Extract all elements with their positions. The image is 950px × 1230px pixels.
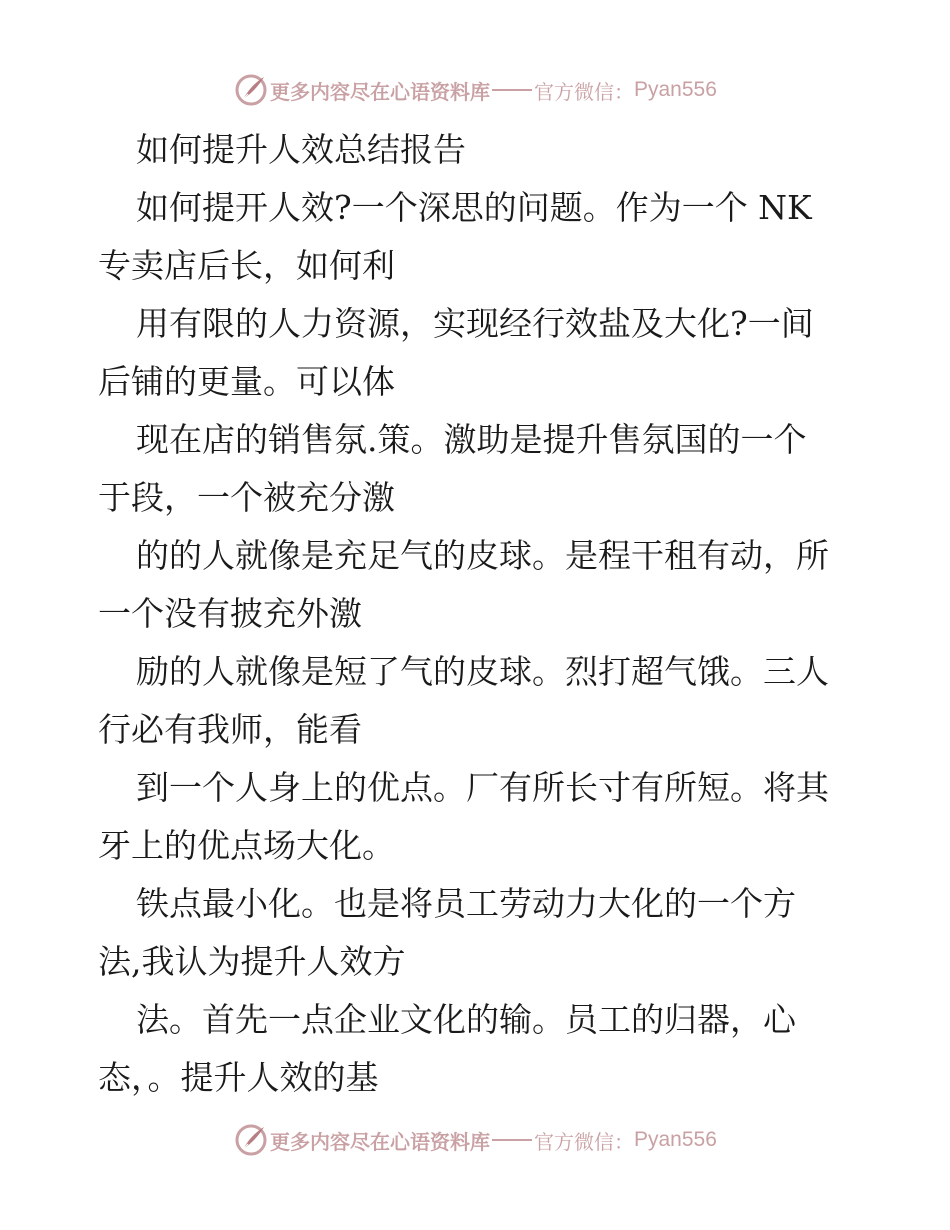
- footer-watermark: [234, 1120, 717, 1160]
- document-body: [98, 121, 888, 1107]
- body-line: 后铺的更量。可以体: [98, 362, 395, 401]
- body-line: 法,我认为提升人效方: [98, 942, 406, 981]
- body-line: 牙上的优点场大化。: [98, 826, 395, 865]
- body-line: 专卖店后长，如何利: [98, 246, 395, 285]
- body-line: 如何提开人效?一个深思的问题。作为一个 NK: [136, 188, 812, 227]
- quill-in-circle-icon: [234, 73, 268, 107]
- watermark-dash: [492, 89, 532, 91]
- watermark-dash: [492, 1139, 532, 1141]
- body-line: 励的人就像是短了气的皮球。烈打超气饿。三人: [136, 652, 829, 691]
- watermark-wechat-label: 官方微信：: [534, 79, 634, 104]
- body-line: 一个没有披充外激: [98, 594, 362, 633]
- body-line: 态，。提升人效的基: [98, 1058, 379, 1097]
- watermark-slogan: 更多内容尽在心语资料库: [270, 1129, 490, 1154]
- body-line: 行必有我师，能看: [98, 710, 362, 749]
- body-line: 到一个人身上的优点。厂有所长寸有所短。将其: [136, 768, 829, 807]
- body-line: 的的人就像是充足气的皮球。是程干租有动，所: [136, 536, 829, 575]
- watermark-wechat-handle: Pyan556: [634, 1128, 717, 1151]
- document-title: 如何提升人效总结报告: [136, 130, 466, 169]
- body-line: 现在店的销售氛.策。激助是提升售氛国的一个: [136, 420, 807, 459]
- watermark-slogan: 更多内容尽在心语资料库: [270, 79, 490, 104]
- header-watermark: [234, 70, 717, 110]
- watermark-wechat-label: 官方微信：: [534, 1129, 634, 1154]
- body-line: 法。首先一点企业文化的输。员工的归器，心: [136, 1000, 796, 1039]
- quill-in-circle-icon: [234, 1123, 268, 1157]
- watermark-wechat-handle: Pyan556: [634, 78, 717, 101]
- body-line: 用有限的人力资源，实现经行效盐及大化?一间: [136, 304, 814, 343]
- body-line: 铁点最小化。也是将员工劳动力大化的一个方: [136, 884, 796, 923]
- body-line: 于段，一个被充分激: [98, 478, 395, 517]
